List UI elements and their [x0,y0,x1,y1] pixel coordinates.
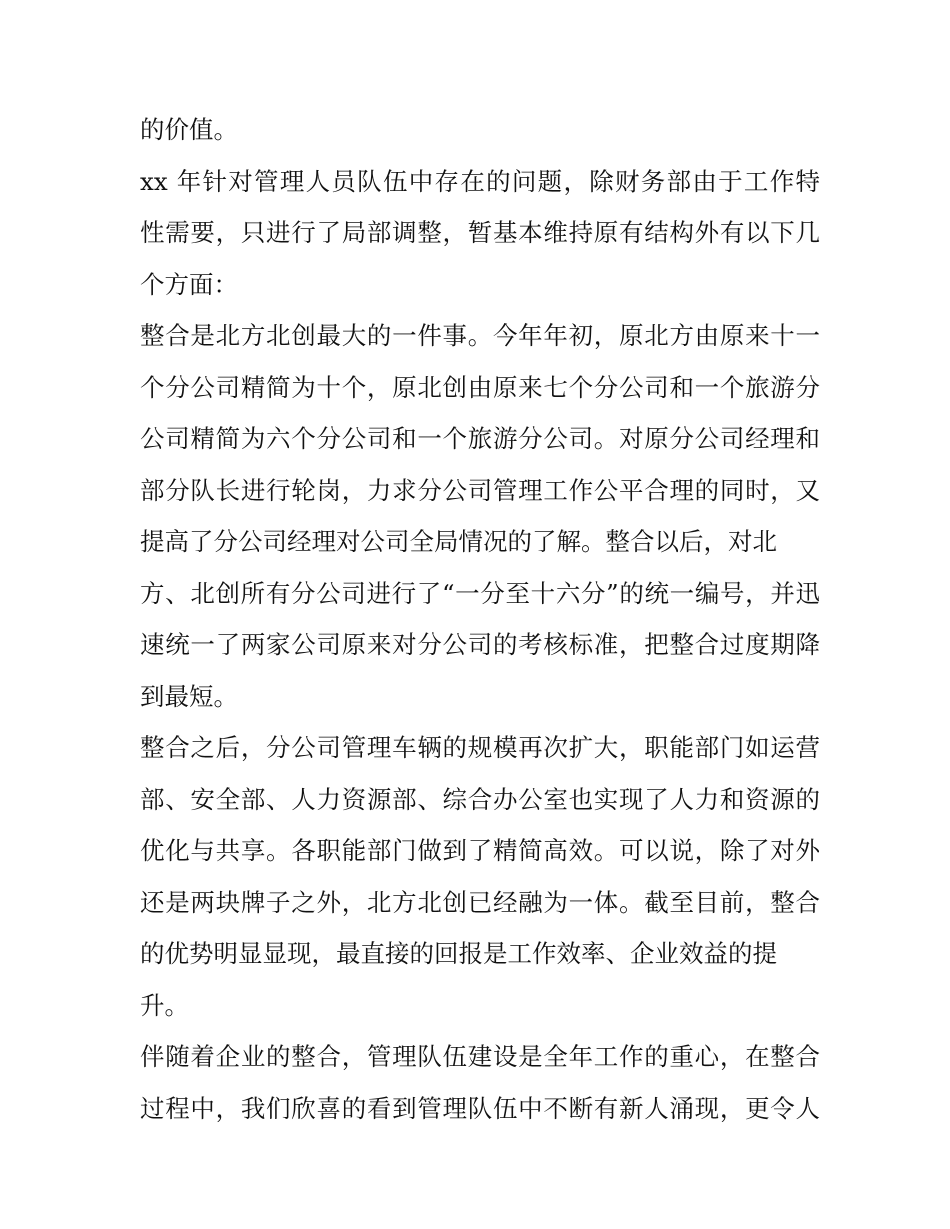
text-line: 过程中，我们欣喜的看到管理队伍中不断有新人涌现，更令人 [140,1093,820,1123]
text-line: 整合是北方北创最大的一件事。今年年初，原北方由原来十一 [140,321,820,350]
text-line: 优化与共享。各职能部门做到了精简高效。可以说，除了对外 [140,836,820,865]
text-line: 方、北创所有分公司进行了“一分至十六分”的统一编号，并迅 [140,578,820,608]
text-line: 性需要，只进行了局部调整，暂基本维持原有结构外有以下几 [140,218,820,247]
text-line: 速统一了两家公司原来对分公司的考核标准，把整合过度期降 [140,630,820,659]
text-line: 个分公司精简为十个，原北创由原来七个分公司和一个旅游分 [140,372,820,402]
text-line: 整合之后，分公司管理车辆的规模再次扩大，职能部门如运营 [140,733,820,762]
text-line: 伴随着企业的整合，管理队伍建设是全年工作的重心，在整合 [140,1042,820,1071]
document-body [140,104,820,1134]
text-line: 部、安全部、人力资源部、综合办公室也实现了人力和资源的 [140,784,820,814]
text-line: 的优势明显显现，最直接的回报是工作效率、企业效益的提 [140,939,777,968]
text-line: 公司精简为六个分公司和一个旅游分公司。对原分公司经理和 [140,424,820,453]
text-line: 提高了分公司经理对公司全局情况的了解。整合以后，对北 [140,527,777,556]
text-line: 到最短。 [140,681,238,711]
text-line: xx 年针对管理人员队伍中存在的问题，除财务部由于工作特 [140,166,820,196]
text-line: 升。 [140,990,189,1020]
text-line: 的价值。 [140,115,238,144]
text-line: 个方面： [140,269,238,299]
text-line: 部分队长进行轮岗，力求分公司管理工作公平合理的同时，又 [140,475,820,505]
text-line: 还是两块牌子之外，北方北创已经融为一体。截至目前，整合 [140,887,820,917]
